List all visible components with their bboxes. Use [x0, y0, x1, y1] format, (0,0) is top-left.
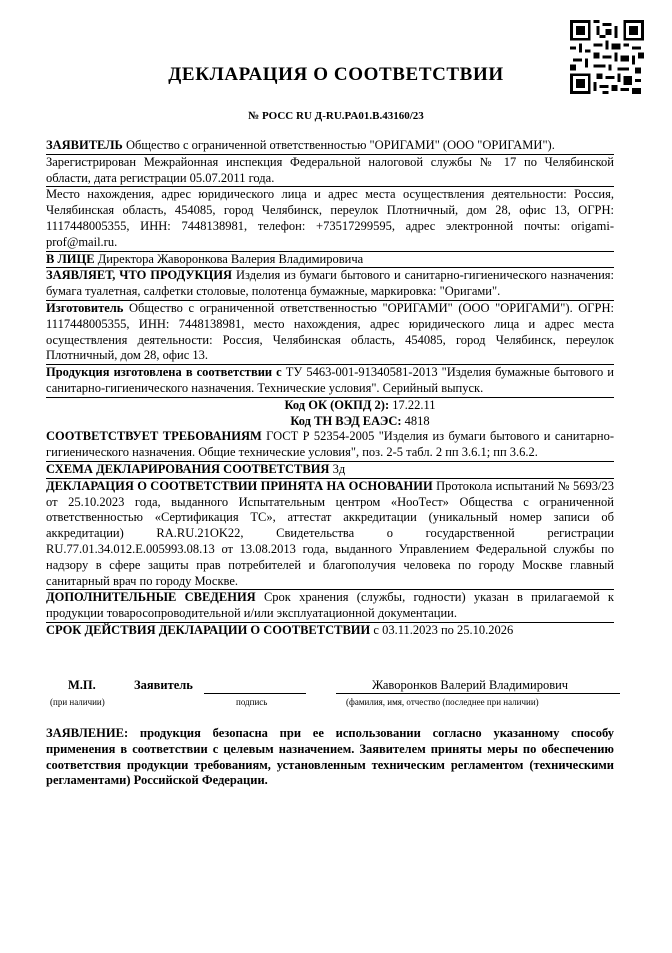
produced-label: Продукция изготовлена в соответствии с — [46, 365, 282, 380]
declaration-number: № РОСС RU Д-RU.PA01.B.43160/23 — [248, 110, 424, 122]
signature-caption: подпись — [236, 697, 268, 707]
conforms-block — [46, 429, 614, 462]
tnved-code-line — [46, 414, 614, 430]
tnved-value: 4818 — [401, 413, 430, 428]
additional-block — [46, 590, 614, 623]
conforms-label: СООТВЕТСТВУЕТ ТРЕБОВАНИЯМ — [46, 429, 262, 444]
tnved-label: Код ТН ВЭД ЕАЭС: — [290, 413, 402, 428]
basis-label: ДЕКЛАРАЦИЯ О СООТВЕТСТВИИ ПРИНЯТА НА ОСНОВАНИИ — [46, 478, 433, 493]
seal-label: М.П. — [68, 678, 96, 692]
validity-text: с 03.11.2023 по 25.10.2026 — [370, 622, 514, 637]
applicant-address: Место нахождения, адрес юридического лица и адрес места осуществления деятельности: Россия, Челябинская область, 454085, город Челябинск, переулок Плотничный, дом 28, офис 13, ОГРН: 1117448005355, ИНН: 7448138981, телефон: +73517299595, адрес электронной почты: origami-prof@mail.ru. — [46, 187, 614, 251]
signatory-name: Жаворонков Валерий Владимирович — [372, 678, 569, 692]
additional-label: ДОПОЛНИТЕЛЬНЫЕ СВЕДЕНИЯ — [46, 590, 256, 605]
signature-line — [204, 693, 306, 694]
statement-block — [46, 726, 614, 789]
person-label: В ЛИЦЕ — [46, 251, 95, 266]
person-text: Директора Жаворонкова Валерия Владимировича — [94, 251, 364, 266]
additional-text: Срок хранения (службы, годности) указан в прилагаемой к продукции товаросопроводительной и/или эксплуатационной документации. — [46, 590, 614, 621]
seal-caption: (при наличии) — [50, 697, 105, 707]
name-caption: (фамилия, имя, отчество (последнее при наличии) — [346, 697, 539, 707]
name-line — [336, 693, 620, 694]
declares-label: ЗАЯВЛЯЕТ, ЧТО ПРОДУКЦИЯ — [46, 268, 233, 283]
okpd-code-line — [46, 398, 614, 414]
produced-text: ТУ 5463-001-91340581-2013 "Изделия бумажные бытового и санитарно-гигиенического назначения. Технические условия". Серийный выпуск. — [46, 365, 614, 395]
document-title: ДЕКЛАРАЦИЯ О СООТВЕТСТВИИ — [168, 64, 504, 85]
declares-text: Изделия из бумаги бытового и санитарно-гигиенического назначения: бумага туалетная, салфетки столовые, полотенца бумажные, маркировка: "Оригами". — [46, 268, 614, 299]
basis-text: Протокола испытаний № 5693/23 от 25.10.2023 года, выданного Испытательным центром «НооТест» Общества с ограниченной ответственностью «Сертификация ТС», аттестат аккредитации (уникальный номер записи об аккредитации) RA.RU.21OK22, Свидетельства о государственной регистрации RU.77.01.34.012.E.005993.08.13 от 13.08.2013 года, выданного Управлением Федеральной службы по надзору в сфере защиты прав потребителей и благополучия человека по городу Москве главный санитарный врач по городу Москве. — [46, 478, 614, 588]
applicant-label: ЗАЯВИТЕЛЬ — [46, 138, 123, 152]
scheme-line — [46, 462, 614, 479]
scheme-label: СХЕМА ДЕКЛАРИРОВАНИЯ СООТВЕТСТВИЯ — [46, 461, 330, 476]
manufacturer-text: Общество с ограниченной ответственностью "ОРИГАМИ" (ООО "ОРИГАМИ"). ОГРН: 1117448005355, ИНН: 7448138981, место нахождения, адрес юридического лица и адрес места осуществления деятельности: Россия, Челябинская область, 454085, город Челябинск, переулок Плотничный, дом 28, офис 13. — [46, 300, 614, 363]
declares-block — [46, 268, 614, 301]
validity-line — [46, 623, 614, 639]
signature-block — [46, 678, 626, 712]
validity-label: СРОК ДЕЙСТВИЯ ДЕКЛАРАЦИИ О СООТВЕТСТВИИ — [46, 622, 371, 637]
manufacturer-label: Изготовитель — [46, 300, 124, 315]
basis-block — [46, 479, 614, 591]
manufacturer-block — [46, 301, 614, 365]
statement-text: продукция безопасна при ее использовании согласно указанному способу применения в соответствии с целевым назначением. Заявителем приняты меры по обеспечению соответствия продукции требованиям, установленным техническим регламентом (техническими регламентами) Российской Федерации. — [46, 726, 614, 788]
okpd-value: 17.22.11 — [389, 397, 436, 412]
produced-block — [46, 365, 614, 398]
applicant-sign-label: Заявитель — [134, 678, 193, 692]
declaration-body — [46, 138, 614, 639]
registration-info: Зарегистрирован Межрайонная инспекция Федеральной налоговой службы № 17 по Челябинской области, дата регистрации 05.07.2011 года. — [46, 155, 614, 188]
applicant-line — [46, 138, 614, 155]
applicant-text: Общество с ограниченной ответственностью "ОРИГАМИ" (ООО "ОРИГАМИ"). — [122, 138, 555, 152]
okpd-label: Код ОК (ОКПД 2): — [284, 397, 390, 412]
conforms-text: ГОСТ Р 52354-2005 "Изделия из бумаги бытового и санитарно-гигиенического назначения. Общие технические условия", поз. 2-5 табл. 2 пп 3.6.1; пп 3.6.2. — [46, 429, 615, 460]
statement-label: ЗАЯВЛЕНИЕ: — [46, 726, 129, 740]
scheme-text: 3д — [329, 461, 346, 476]
person-line — [46, 252, 614, 269]
